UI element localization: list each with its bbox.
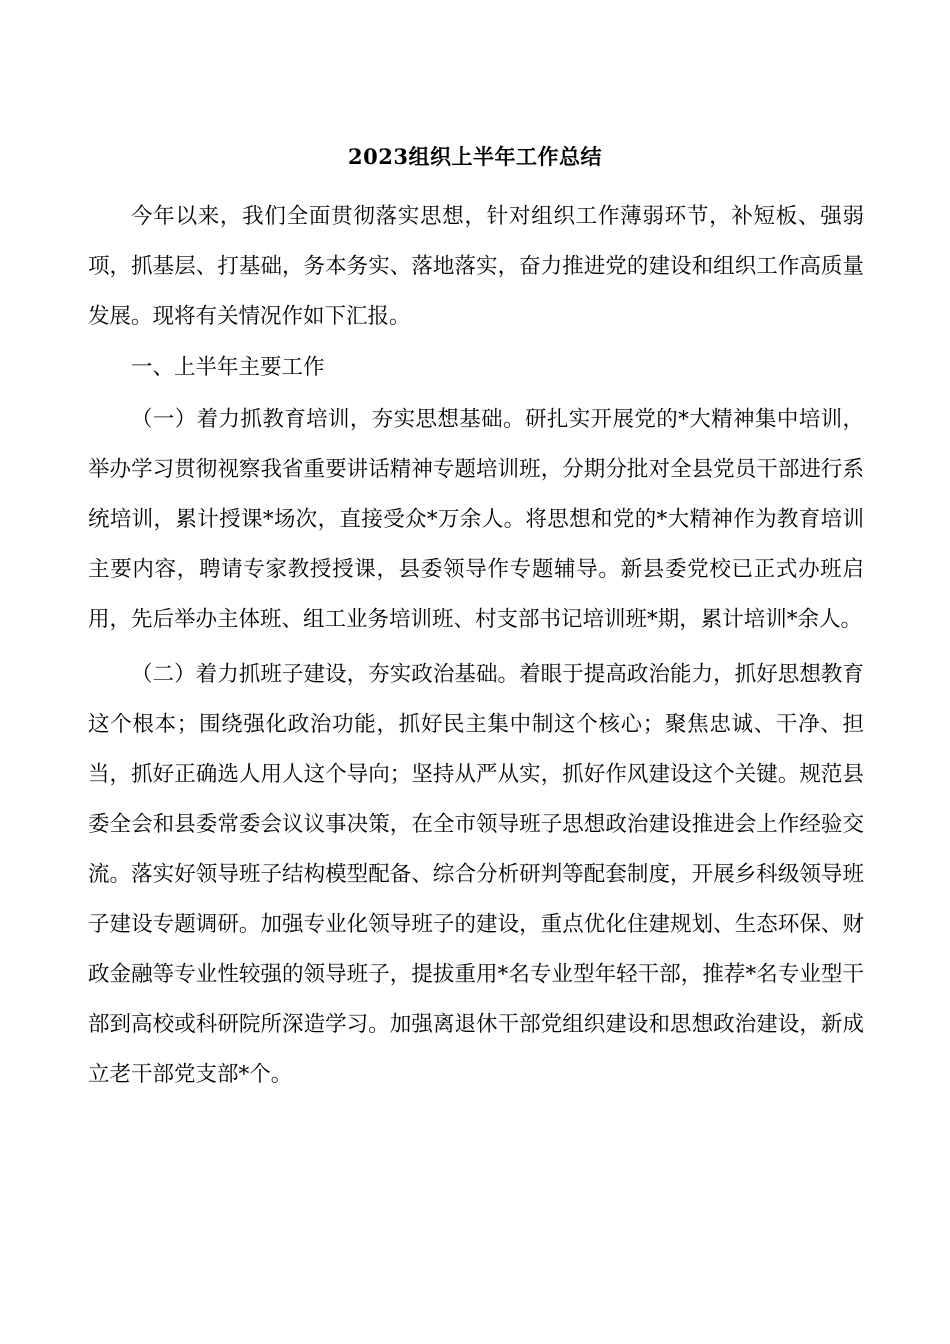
intro-paragraph: 今年以来，我们全面贯彻落实思想，针对组织工作薄弱环节，补短板、强弱项，抓基层、打基础，务本务实、落地落实，奋力推进党的建设和组织工作高质量发展。现将有关情况作如下汇报。 [88, 204, 864, 329]
section-2-paragraph: （二）着力抓班子建设，夯实政治基础。着眼于提高政治能力，抓好思想教育这个根本；围绕强化政治功能，抓好民主集中制这个核心；聚焦忠诚、干净、担当，抓好正确选人用人这个导向；坚持从严从实，抓好作风建设这个关键。规范县委全会和县委常委会议议事决策，在全市领导班子思想政治建设推进会上作经验交流。落实好领导班子结构模型配备、综合分析研判等配套制度，开展乡科级领导班子建设专题调研。加强专业化领导班子的建设，重点优化住建规划、生态环保、财政金融等专业性较强的领导班子，提拔重用*名专业型年轻干部，推荐*名专业型干部到高校或科研院所深造学习。加强离退休干部党组织建设和思想政治建设，新成立老干部党支部*个。 [88, 662, 864, 1087]
document-body [88, 192, 864, 1100]
section-1-paragraph: （一）着力抓教育培训，夯实思想基础。研扎实开展党的*大精神集中培训，举办学习贯彻视察我省重要讲话精神专题培训班，分期分批对全县党员干部进行系统培训，累计授课*场次，直接受众*万余人。将思想和党的*大精神作为教育培训主要内容，聘请专家教授授课，县委领导作专题辅导。新县委党校已正式办班启用，先后举办主体班、组工业务培训班、村支部书记培训班*期，累计培训*余人。 [88, 407, 864, 632]
section-heading: 一、上半年主要工作 [131, 355, 325, 380]
document-title: 2023组织上半年工作总结 [348, 144, 602, 169]
